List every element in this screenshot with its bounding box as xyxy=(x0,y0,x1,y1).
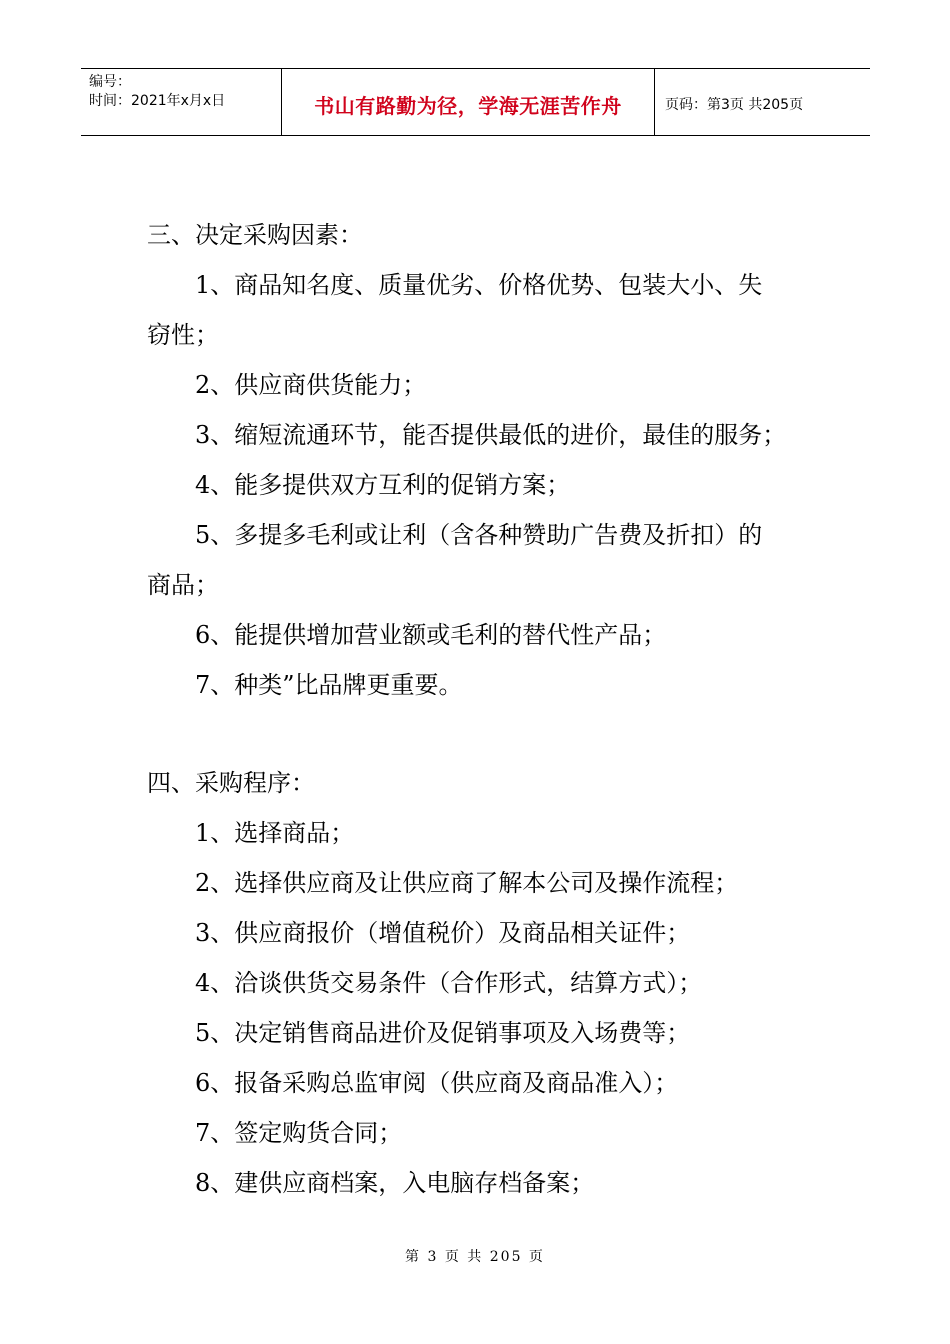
page-footer: 第 3 页 共 205 页 xyxy=(405,1249,545,1265)
list-item: 1、选择商品； xyxy=(195,819,355,847)
list-item: 3、供应商报价（增值税价）及商品相关证件； xyxy=(195,919,691,947)
list-item: 8、建供应商档案，入电脑存档备案； xyxy=(195,1169,595,1197)
list-item: 5、多提多毛利或让利（含各种赞助广告费及折扣）的 xyxy=(195,521,763,549)
list-item: 7、种类”比品牌更重要。 xyxy=(195,671,463,699)
time-label: 时间：2021年x月x日 xyxy=(89,93,226,109)
section-title: 三、决定采购因素： xyxy=(147,221,363,249)
header-motto: 书山有路勤为径，学海无涯苦作舟 xyxy=(314,93,622,118)
list-item: 4、能多提供双方互利的促销方案； xyxy=(195,471,571,499)
section-title: 四、采购程序： xyxy=(147,769,315,797)
list-item: 7、签定购货合同； xyxy=(195,1119,403,1147)
list-item: 1、商品知名度、质量优劣、价格优势、包装大小、失 xyxy=(195,271,763,299)
list-item: 6、报备采购总监审阅（供应商及商品准入）； xyxy=(195,1069,679,1097)
list-item-continuation: 窃性； xyxy=(147,321,219,349)
list-item: 2、供应商供货能力； xyxy=(195,371,427,399)
code-label: 编号： xyxy=(89,74,131,90)
section-spacer xyxy=(147,710,812,758)
header-motto-cell xyxy=(282,69,655,135)
header-page-info: 页码：第3页 共205页 xyxy=(665,97,804,113)
list-item-continuation: 商品； xyxy=(147,571,219,599)
header-page-cell xyxy=(655,69,870,135)
header-meta-cell xyxy=(81,69,282,135)
list-item: 6、能提供增加营业额或毛利的替代性产品； xyxy=(195,621,667,649)
document-header xyxy=(81,68,870,136)
list-item: 2、选择供应商及让供应商了解本公司及操作流程； xyxy=(195,869,739,897)
document-body xyxy=(147,210,812,1208)
list-item: 3、缩短流通环节，能否提供最低的进价，最佳的服务； xyxy=(195,421,787,449)
list-item: 4、洽谈供货交易条件（合作形式，结算方式）； xyxy=(195,969,703,997)
list-item: 5、决定销售商品进价及促销事项及入场费等； xyxy=(195,1019,691,1047)
